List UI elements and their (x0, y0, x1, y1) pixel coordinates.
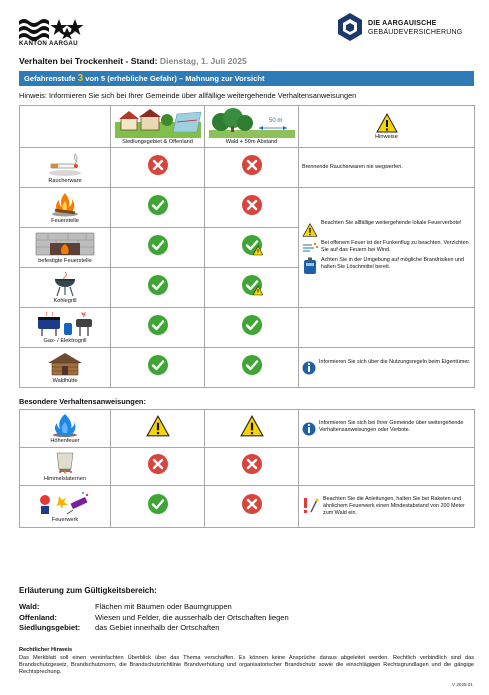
notes-label: Hinweise (375, 133, 398, 140)
caution-icon (240, 415, 264, 437)
legend-key: Wald: (19, 602, 40, 611)
table-row (20, 148, 475, 188)
yes-icon (147, 314, 169, 336)
insurer-name-line2: GEBÄUDEVERSICHERUNG (368, 29, 463, 36)
legend (19, 602, 289, 634)
legend-title: Erläuterung zum Gültigkeitsbereich: (19, 586, 157, 595)
disclaimer-text: Das Merkblatt soll einen vereinfachten Überblick über das Thema verschaffen. Es können keine Ansprüche daraus abgeleitet werden. Rechtlich verbindlich sind das Brandschutzgesetz, Brandschutznorm, die Brandschutzrichtlinie Brandverhütung und organisatorischer Brandschutz sowie die einschlägigen Rechtsgrundlagen und die gängige Rechtsprechung. (19, 655, 474, 676)
insurer-name-line1: DIE AARGAUISCHE (368, 20, 437, 27)
note-lantern (299, 448, 475, 486)
yes-icon (147, 493, 169, 515)
legend-item (19, 613, 289, 624)
page-header (19, 12, 474, 48)
exclamation-fireworks-icon (302, 496, 320, 514)
agv-shield-logo (337, 12, 363, 42)
header-settlement (111, 106, 205, 148)
table-row (20, 448, 475, 486)
activity-label: Kohlegrill (53, 298, 77, 304)
caution-icon (146, 415, 170, 437)
warning-icon (302, 223, 318, 237)
forest-label: Wald + 50m Abstand (225, 139, 278, 145)
yes-icon (147, 274, 169, 296)
note-fire-1: Beachten Sie allfällige weitergehende lokale Feuerverbote! (321, 220, 462, 226)
extinguisher-water-icon (302, 257, 318, 275)
no-icon (241, 493, 263, 515)
no-icon (241, 453, 263, 475)
settlement-label: Siedlungsgebiet & Offenland (122, 139, 193, 145)
yes-icon (147, 194, 169, 216)
table-row (20, 308, 475, 348)
note-fireworks: Beachten Sie die Anleitungen, halten Sie bei Raketen und ähnlichem Feuerwerk einen Mindestabstand von 200 Meter zum Wald ein. (323, 496, 465, 516)
activity-label: Himmelslaternen (44, 476, 86, 482)
activity-label: Raucherware (48, 178, 82, 184)
rules-table (19, 105, 475, 388)
warning-icon (376, 113, 398, 133)
activity-label: Gas- / Elektrogrill (43, 338, 87, 344)
yes-icon (147, 234, 169, 256)
title-date: Dienstag, 1. Juli 2025 (159, 56, 247, 66)
note-hut: Informieren Sie sich über die Nutzungsregeln beim Eigentümer. (319, 358, 471, 365)
canton-name: KANTON AARGAU (19, 40, 78, 47)
distance-label: 50 m (268, 118, 282, 124)
special-section-title: Besondere Verhaltensanweisungen: (19, 397, 146, 406)
table-row (20, 410, 475, 448)
legend-item (19, 623, 289, 634)
yes-icon (241, 354, 263, 376)
fireplace-icon (34, 231, 96, 257)
title-prefix: Verhalten bei Trockenheit - Stand: (19, 56, 158, 66)
yes-icon (241, 314, 263, 336)
header-notes (299, 106, 475, 148)
page-title (19, 56, 247, 66)
charcoal-grill-icon (52, 271, 78, 297)
no-icon (241, 154, 263, 176)
yes-caution-icon (241, 234, 263, 256)
activity-label: Feuerstelle (51, 218, 79, 224)
note-fire-3: Achten Sie in der Umgebung auf mögliche Brandrisiken und halten Sie Löschmittel bereit. (321, 257, 464, 270)
danger-level-banner (19, 71, 474, 86)
danger-level-value: 3 (77, 73, 84, 84)
note-fire-2: Bei offenem Feuer ist der Funkenflug zu beachten. Verzichten Sie auf das Feuern bei Wind. (321, 240, 469, 253)
note-empty (299, 308, 475, 348)
bonfire-icon (50, 413, 80, 437)
wind-sparks-icon (302, 240, 318, 254)
cigarette-icon (45, 151, 85, 177)
banner-post: von 5 (erhebliche Gefahr) – Mahnung zur Vorsicht (85, 74, 265, 83)
note-bonfire: Informieren Sie sich bei Ihrer Gemeinde über weitergehende Verhaltensanweisungen oder Verbote. (319, 419, 464, 433)
activity-label: befestigte Feuerstelle (38, 258, 92, 264)
municipality-hint: Hinweis: Informieren Sie sich bei Ihrer Gemeinde über allfällige weitergehende Verhaltensanweisungen (19, 91, 357, 100)
legend-item (19, 602, 289, 613)
no-icon (241, 194, 263, 216)
legend-key: Siedlungsgebiet: (19, 623, 81, 632)
legend-value: Flächen mit Bäumen oder Baumgruppen (95, 602, 232, 611)
legend-value: Wiesen und Felder, die ausserhalb der Ortschaften liegen (95, 612, 289, 622)
table-row (20, 486, 475, 528)
yes-caution-icon (241, 274, 263, 296)
sky-lantern-icon (52, 451, 78, 475)
version-label: V 2025.01 (452, 682, 473, 687)
activity-label: Feuerwerk (51, 517, 79, 523)
table-row (20, 348, 475, 388)
activity-label: Höhenfeuer (50, 438, 80, 444)
banner-pre: Gefahrenstufe (24, 74, 76, 83)
note-fire-cell (299, 188, 475, 308)
legend-value: das Gebiet innerhalb der Ortschaften (95, 623, 220, 632)
gas-grill-icon (34, 311, 96, 337)
legend-key: Offenland: (19, 612, 57, 622)
forest-icon (209, 108, 295, 138)
yes-icon (147, 354, 169, 376)
no-icon (147, 453, 169, 475)
header-forest (205, 106, 299, 148)
info-icon (302, 359, 316, 377)
note-smoking: Brennende Raucherwaren nie wegwerfen. (299, 148, 475, 188)
campfire-icon (49, 191, 81, 217)
table-row (20, 188, 475, 228)
settlement-map-icon (115, 108, 201, 138)
disclaimer-title: Rechtlicher Hinweis (19, 647, 73, 653)
fireworks-icon (37, 490, 93, 516)
header-empty-cell (20, 106, 111, 148)
no-icon (147, 154, 169, 176)
activity-cell (20, 148, 111, 188)
forest-hut-icon (46, 351, 84, 377)
activity-label: Waldhütte (52, 378, 78, 384)
special-table (19, 409, 475, 528)
info-icon (302, 420, 316, 438)
